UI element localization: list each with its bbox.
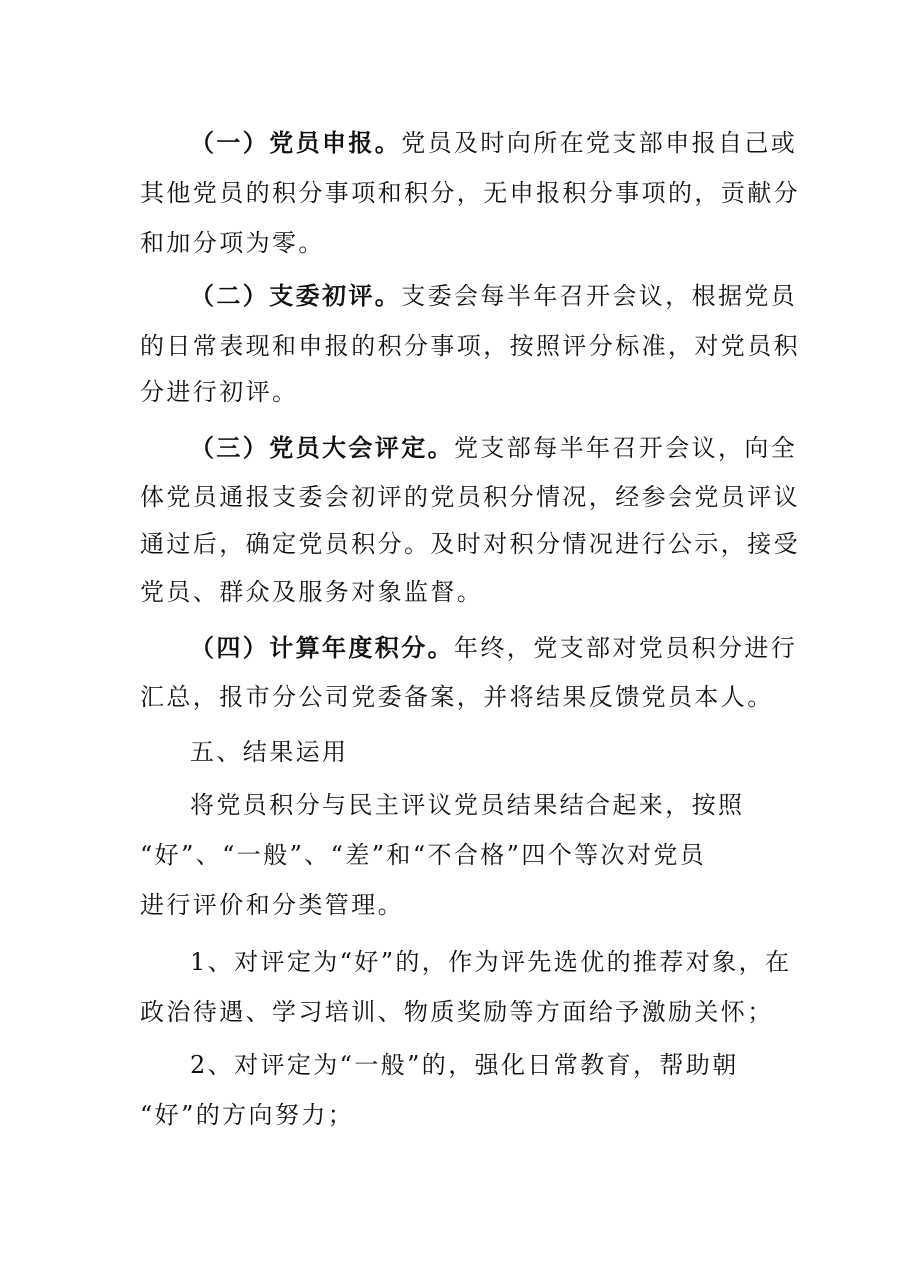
paragraph-3-line-4: 党员、群众及服务对象监督。 xyxy=(140,578,484,606)
paragraph-1-line-3: 和加分项为零。 xyxy=(140,229,325,257)
paragraph-1-line-2: 其他党员的积分事项和积分，无申报积分事项的，贡献分 xyxy=(140,179,800,207)
paragraph-4-heading: （四）计算年度积分。 xyxy=(190,633,454,662)
paragraph-3-heading: （三）党员大会评定。 xyxy=(190,433,454,462)
paragraph-1-heading: （一）党员申报。 xyxy=(190,128,402,157)
section-heading-5: 五、结果运用 xyxy=(190,738,349,766)
item-2-line-1: 2、对评定为“一般”的，强化日常教育，帮助朝 xyxy=(190,1051,739,1079)
item-1-line-2: 政治待遇、学习培训、物质奖励等方面给予激励关怀； xyxy=(140,998,774,1026)
paragraph-2-line-2: 的日常表现和申报的积分事项，按照评分标准，对党员积 xyxy=(140,332,800,360)
paragraph-2-line-3: 分进行初评。 xyxy=(140,378,299,406)
paragraph-2-heading: （二）支委初评。 xyxy=(190,281,402,310)
paragraph-3-line-2: 体党员通报支委会初评的党员积分情况，经参会党员评议 xyxy=(140,483,800,511)
paragraph-2-line-1: （二）支委初评。支委会每半年召开会议，根据党员 xyxy=(190,281,798,310)
item-1-line-1: 1、对评定为“好”的，作为评先选优的推荐对象，在 xyxy=(190,948,792,976)
paragraph-3-line-3: 通过后，确定党员积分。及时对积分情况进行公示，接受 xyxy=(140,530,800,558)
paragraph-3-line-1: （三）党员大会评定。党支部每半年召开会议，向全 xyxy=(190,433,798,462)
item-2-line-2: “好”的方向努力； xyxy=(140,1101,355,1129)
paragraph-6-line-1: 将党员积分与民主评议党员结果结合起来，按照 xyxy=(190,791,745,819)
paragraph-1-line-1: （一）党员申报。党员及时向所在党支部申报自己或 xyxy=(190,128,798,157)
paragraph-4-line-2: 汇总，报市分公司党委备案，并将结果反馈党员本人。 xyxy=(140,683,774,711)
paragraph-4-line-1: （四）计算年度积分。年终，党支部对党员积分进行 xyxy=(190,633,798,662)
paragraph-6-line-2: “好”、“一般”、“差”和“不合格”四个等次对党员 xyxy=(140,841,707,869)
paragraph-6-line-3: 进行评价和分类管理。 xyxy=(140,891,404,919)
